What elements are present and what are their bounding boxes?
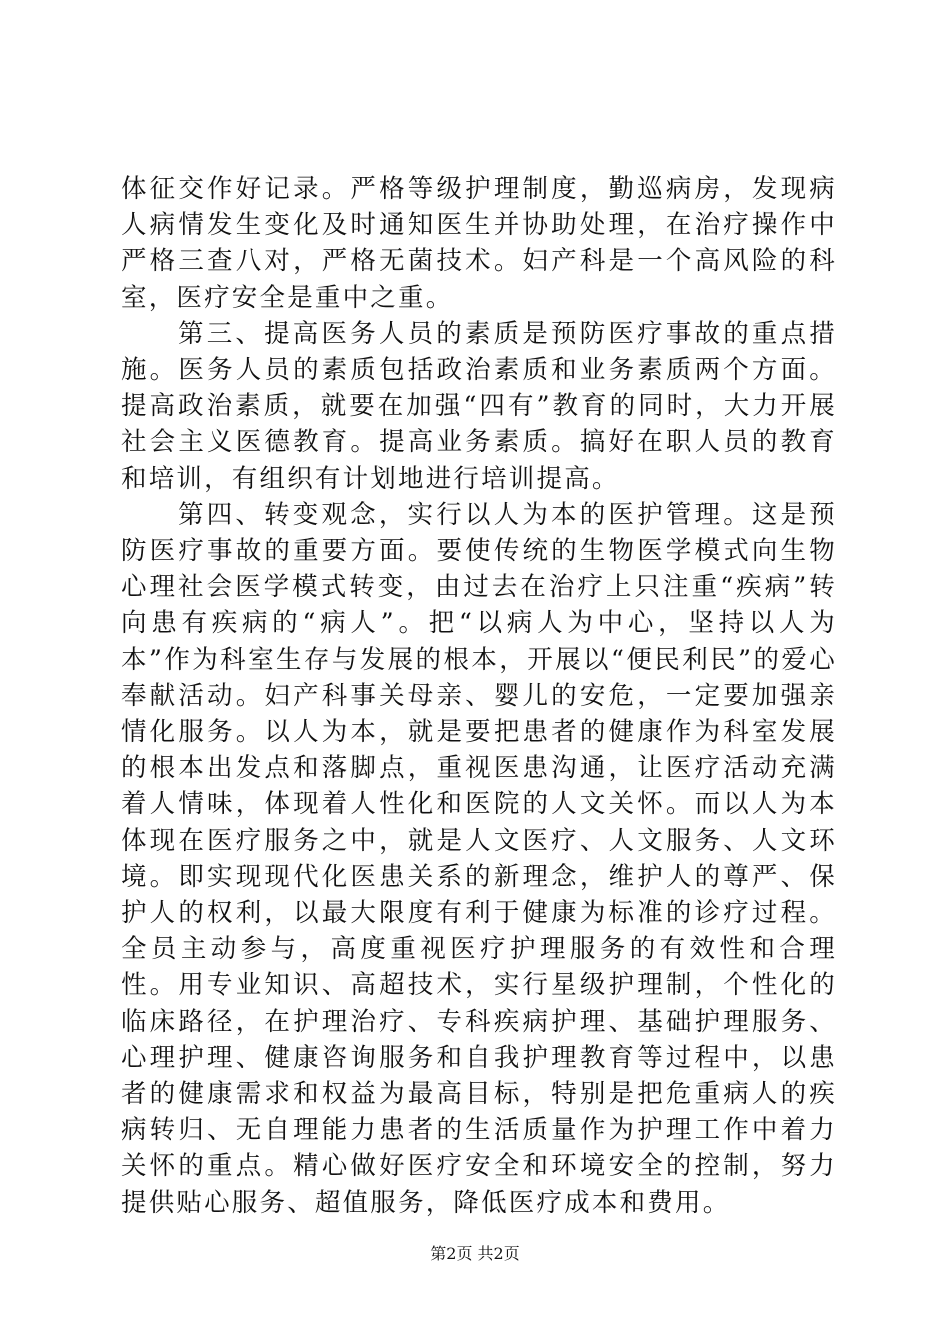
- paragraph-fourth-point: 第四、转变观念，实行以人为本的医护管理。这是预防医疗事故的重要方面。要使传统的生物医学模式向生物心理社会医学模式转变，由过去在治疗上只注重“疾病”转向患有疾病的“病人”。把“以病人为中心，坚持以人为本”作为科室生存与发展的根本，开展以“便民利民”的爱心奉献活动。妇产科事关母亲、婴儿的安危，一定要加强亲情化服务。以人为本，就是要把患者的健康作为科室发展的根本出发点和落脚点，重视医患沟通，让医疗活动充满着人情味，体现着人性化和医院的人文关怀。而以人为本体现在医疗服务之中，就是人文医疗、人文服务、人文环境。即实现现代化医患关系的新理念，维护人的尊严、保护人的权利，以最大限度有利于健康为标准的诊疗过程。全员主动参与，高度重视医疗护理服务的有效性和合理性。用专业知识、高超技术，实行星级护理制，个性化的临床路径，在护理治疗、专科疾病护理、基础护理服务、心理护理、健康咨询服务和自我护理教育等过程中，以患者的健康需求和权益为最高目标，特别是把危重病人的疾病转归、无自理能力患者的生活质量作为护理工作中着力关怀的重点。精心做好医疗安全和环境安全的控制，努力提供贴心服务、超值服务，降低医疗成本和费用。: [121, 499, 837, 1218]
- paragraph-third-point: 第三、提高医务人员的素质是预防医疗事故的重点措施。医务人员的素质包括政治素质和业务素质两个方面。提高政治素质，就要在加强“四有”教育的同时，大力开展社会主义医德教育。提高业务素质。搞好在职人员的教育和培训，有组织有计划地进行培训提高。: [121, 318, 837, 494]
- page-number-footer: 第2页 共2页: [430, 1244, 520, 1263]
- paragraph-continuation: 体征交作好记录。严格等级护理制度，勤巡病房，发现病人病情发生变化及时通知医生并协助处理，在治疗操作中严格三查八对，严格无菌技术。妇产科是一个高风险的科室，医疗安全是重中之重。: [121, 174, 837, 313]
- document-body: [121, 171, 837, 1221]
